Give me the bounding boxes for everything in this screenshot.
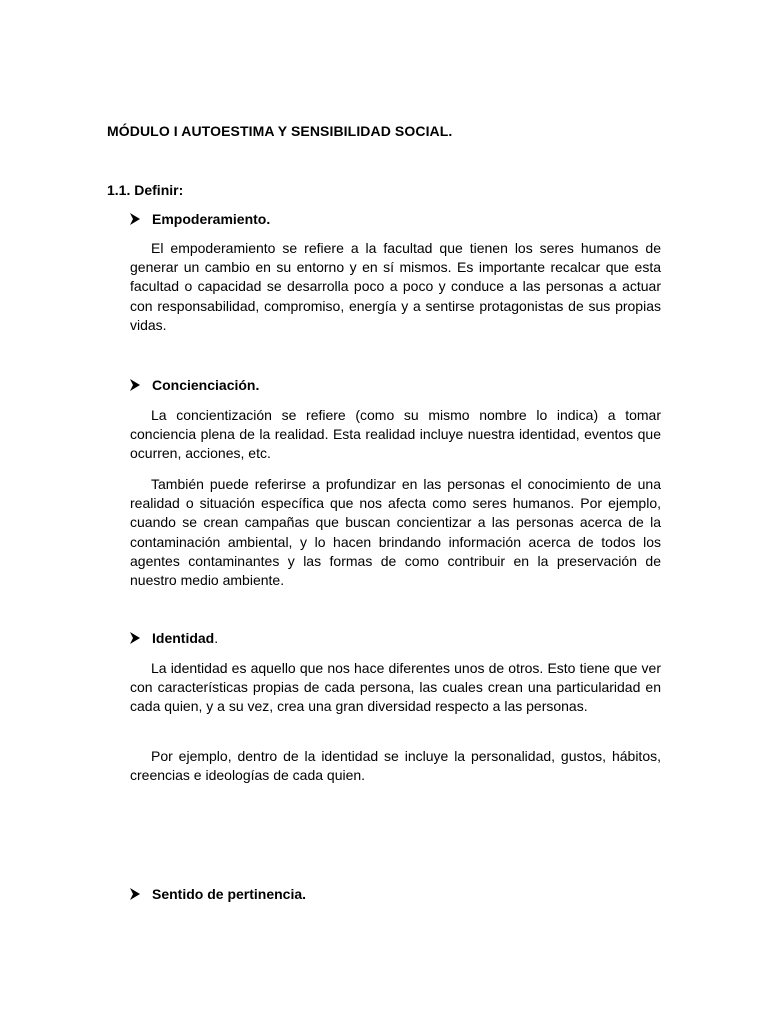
arrowhead-bullet-icon xyxy=(130,888,140,900)
paragraph: La identidad es aquello que nos hace diferentes unos de otros. Esto tiene que ver con características propias de cada persona, las cuales crean una particularidad en cada quien, y a su vez, crea una gran diversidad respecto a las personas. xyxy=(130,660,661,715)
paragraph: La concientización se refiere (como su mismo nombre lo indica) a tomar conciencia plena de la realidad. Esta realidad incluye nuestra identidad, eventos que ocurren, acciones, etc. xyxy=(130,407,661,462)
bullet-term: Identidad xyxy=(152,630,215,646)
bullet-term: Empoderamiento. xyxy=(152,211,271,227)
bullet-item-sentido-de-pertinencia xyxy=(130,886,306,902)
bullet-term: Sentido de pertinencia. xyxy=(152,886,307,902)
bullet-term: Concienciación. xyxy=(152,377,260,393)
bullet-item-identidad xyxy=(130,630,218,646)
paragraph: El empoderamiento se refiere a la facultad que tienen los seres humanos de generar un cambio en su entorno y en sí mismos. Es importante recalcar que esta facultad o capacidad se desarrolla poco a poco y conduce a las personas a actuar con responsabilidad, compromiso, energía y a sentirse protagonistas de sus propias vidas. xyxy=(130,240,661,333)
arrowhead-bullet-icon xyxy=(130,379,140,391)
bullet-item-concienciacion xyxy=(130,377,259,393)
paragraph: Por ejemplo, dentro de la identidad se incluye la personalidad, gustos, hábitos, creencias e ideologías de cada quien. xyxy=(130,748,661,784)
section-title: 1.1. Definir: xyxy=(107,182,184,198)
paragraph: También puede referirse a profundizar en las personas el conocimiento de una realidad o situación específica que nos afecta como seres humanos. Por ejemplo, cuando se crean campañas que buscan concientizar a las personas acerca de la contaminación ambiental, y lo hacen brindando información acerca de todos los agentes contaminantes y las formas de como contribuir en la preservación de nuestro medio ambiente. xyxy=(130,476,661,589)
bullet-item-empoderamiento xyxy=(130,211,270,227)
arrowhead-bullet-icon xyxy=(130,632,140,644)
module-title: MÓDULO I AUTOESTIMA Y SENSIBILIDAD SOCIAL. xyxy=(107,123,453,139)
arrowhead-bullet-icon xyxy=(130,213,140,225)
bullet-term-trailing: . xyxy=(214,630,219,646)
